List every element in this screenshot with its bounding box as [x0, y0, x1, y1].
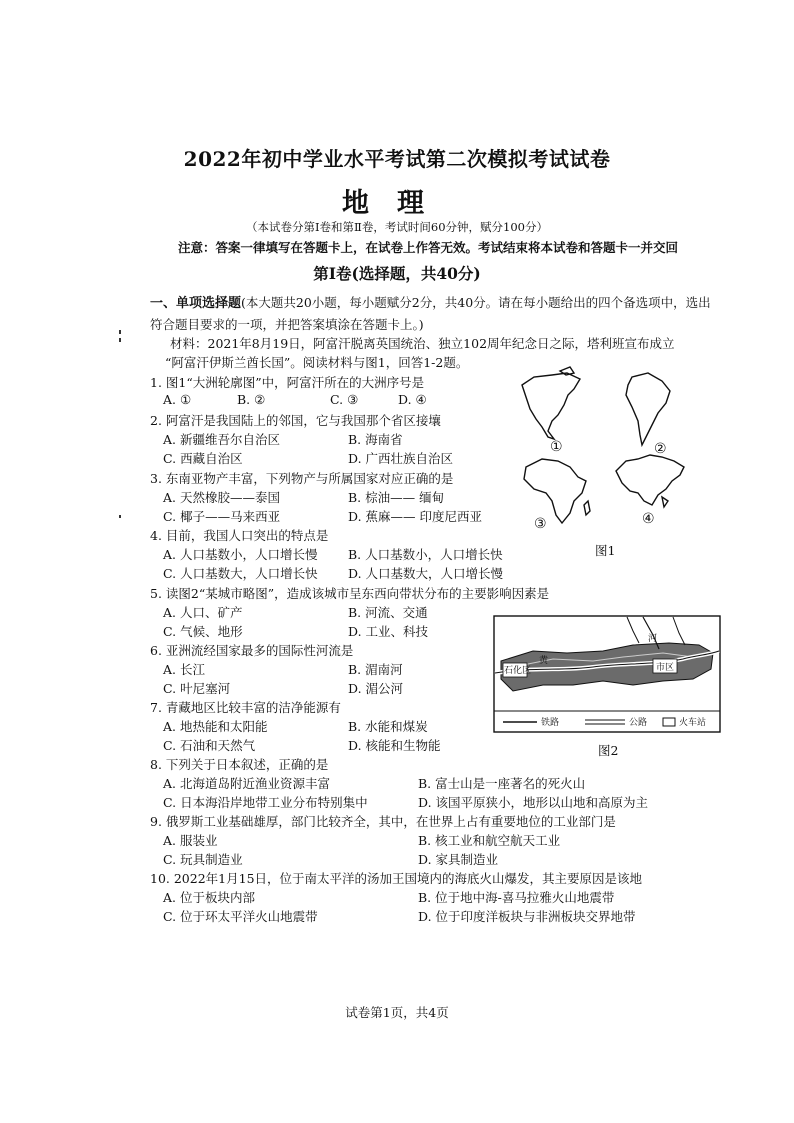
figure-1-label-3: ③ — [534, 516, 547, 532]
question-9-option-b: B. 核工业和航空航天工业 — [418, 833, 561, 848]
figure-2-river-label: 河 — [648, 634, 658, 644]
question-5-option-d: D. 工业、科技 — [348, 624, 429, 639]
question-2-option-c: C. 西藏自治区 — [163, 451, 243, 466]
question-6-option-a: A. 长江 — [163, 662, 205, 677]
question-3-option-a: A. 天然橡胶——泰国 — [163, 490, 280, 505]
figure-2-city-map — [493, 615, 721, 733]
section-instruction-2: 符合题目要求的一项，并把答案填涂在答题卡上。) — [150, 317, 424, 332]
question-6-option-d: D. 湄公河 — [348, 681, 404, 696]
question-3-option-c: C. 椰子——马来西亚 — [163, 509, 281, 524]
africa-outline — [524, 459, 586, 523]
question-9-option-a: A. 服装业 — [163, 833, 218, 848]
section-heading: 一、单项选择题 — [150, 296, 242, 311]
question-4-option-a: A. 人口基数小，人口增长慢 — [163, 547, 318, 562]
margin-mark — [119, 515, 121, 518]
question-9-option-c: C. 玩具制造业 — [163, 852, 243, 867]
question-2-stem: 2. 阿富汗是我国陆上的邻国，它与我国那个省区接壤 — [150, 413, 441, 428]
question-4-stem: 4. 目前，我国人口突出的特点是 — [150, 528, 329, 543]
figure-2-label-yellow: 黄 — [539, 656, 549, 666]
material-line-1: 材料：2021年8月19日，阿富汗脱离英国统治、独立102周年纪念日之际，塔利班宣布成立 — [170, 336, 675, 351]
question-7-option-a: A. 地热能和太阳能 — [163, 719, 268, 734]
question-4-option-b: B. 人口基数小，人口增长快 — [348, 547, 503, 562]
figure-1-label-1: ① — [550, 439, 563, 455]
question-9-option-d: D. 家具制造业 — [418, 852, 499, 867]
south-america-outline — [626, 373, 670, 445]
margin-mark — [119, 330, 121, 334]
question-2-option-d: D. 广西壮族自治区 — [348, 451, 454, 466]
question-2-option-a: A. 新疆维吾尔自治区 — [163, 432, 280, 447]
question-1-option-d: D. ④ — [398, 392, 427, 407]
question-5-option-c: C. 气候、地形 — [163, 624, 243, 639]
subject-title: 地理 — [342, 188, 452, 219]
question-8-option-a: A. 北海道岛附近渔业资源丰富 — [163, 776, 330, 791]
legend-railway: 铁路 — [541, 718, 560, 728]
section-instruction-1: (本大题共20小题，每小题赋分2分，共40分。请在每小题给出的四个备选项中，选出 — [241, 295, 711, 310]
part-title: 第Ⅰ卷(选择题，共40分) — [313, 264, 481, 283]
question-1-option-a: A. ① — [163, 392, 192, 407]
material-line-2: “阿富汗伊斯兰酋长国”。阅读材料与图1，回答1-2题。 — [165, 355, 469, 370]
question-4-option-c: C. 人口基数大，人口增长快 — [163, 566, 318, 581]
page-footer: 试卷第1页，共4页 — [345, 1005, 449, 1020]
question-7-option-b: B. 水能和煤炭 — [348, 719, 428, 734]
question-10-option-b: B. 位于地中海-喜马拉雅火山地震带 — [418, 890, 615, 905]
question-9-stem: 9. 俄罗斯工业基础雄厚，部门比较齐全，其中，在世界上占有重要地位的工业部门是 — [150, 814, 616, 829]
legend-road: 公路 — [629, 718, 648, 728]
question-3-option-d: D. 蕉麻—— 印度尼西亚 — [348, 509, 482, 524]
question-7-option-d: D. 核能和生物能 — [348, 738, 441, 753]
question-8-option-d: D. 该国平原狭小，地形以山地和高原为主 — [418, 795, 649, 810]
question-10-option-c: C. 位于环太平洋火山地震带 — [163, 909, 318, 924]
figure-1-label-2: ② — [654, 441, 667, 457]
section-instructions — [150, 292, 740, 335]
question-7-option-c: C. 石油和天然气 — [163, 738, 256, 753]
question-1-option-c: C. ③ — [330, 392, 359, 407]
exam-info: （本试卷分第Ⅰ卷和第Ⅱ卷，考试时间60分钟，赋分100分） — [246, 220, 548, 234]
question-5-option-b: B. 河流、交通 — [348, 605, 428, 620]
figure-2-caption: 图2 — [598, 743, 619, 758]
figure-2-label-urban: 市区 — [656, 663, 675, 673]
figure-1-label-4: ④ — [642, 511, 655, 527]
question-2-option-b: B. 海南省 — [348, 432, 403, 447]
question-5-stem: 5. 读图2“某城市略图”，造成该城市呈东西向带状分布的主要影响因素是 — [150, 586, 550, 601]
north-america-outline — [522, 373, 580, 439]
figure-2-label-petrochemical: 石化区 — [504, 666, 532, 676]
legend-station: 火车站 — [679, 718, 707, 728]
exam-title: 2022年初中学业水平考试第二次模拟考试试卷 — [183, 147, 611, 171]
question-8-option-b: B. 富士山是一座著名的死火山 — [418, 776, 586, 791]
question-5-option-a: A. 人口、矿产 — [163, 605, 243, 620]
question-10-stem: 10. 2022年1月15日，位于南太平洋的汤加王国境内的海底火山爆发，其主要原因是该地 — [150, 871, 643, 886]
question-3-stem: 3. 东南亚物产丰富，下列物产与所属国家对应正确的是 — [150, 471, 454, 486]
margin-mark — [119, 338, 121, 342]
question-8-option-c: C. 日本海沿岸地带工业分布特别集中 — [163, 795, 368, 810]
question-1-stem: 1. 图1“大洲轮廓图”中，阿富汗所在的大洲序号是 — [150, 375, 425, 390]
question-6-option-c: C. 叶尼塞河 — [163, 681, 231, 696]
question-10-option-a: A. 位于板块内部 — [163, 890, 255, 905]
question-4-option-d: D. 人口基数大，人口增长慢 — [348, 566, 504, 581]
asia-outline — [616, 455, 684, 505]
question-1-option-b: B. ② — [237, 392, 266, 407]
exam-notice: 注意：答案一律填写在答题卡上，在试卷上作答无效。考试结束将本试卷和答题卡一并交回 — [178, 240, 679, 255]
question-8-stem: 8. 下列关于日本叙述，正确的是 — [150, 757, 329, 772]
question-7-stem: 7. 青藏地区比较丰富的洁净能源有 — [150, 700, 341, 715]
question-10-option-d: D. 位于印度洋板块与非洲板块交界地带 — [418, 909, 636, 924]
question-6-stem: 6. 亚洲流经国家最多的国际性河流是 — [150, 643, 354, 658]
figure-1-caption: 图1 — [595, 543, 616, 558]
question-6-option-b: B. 湄南河 — [348, 662, 403, 677]
figure-1-continent-map — [512, 365, 692, 535]
question-3-option-b: B. 棕油—— 缅甸 — [348, 490, 445, 505]
